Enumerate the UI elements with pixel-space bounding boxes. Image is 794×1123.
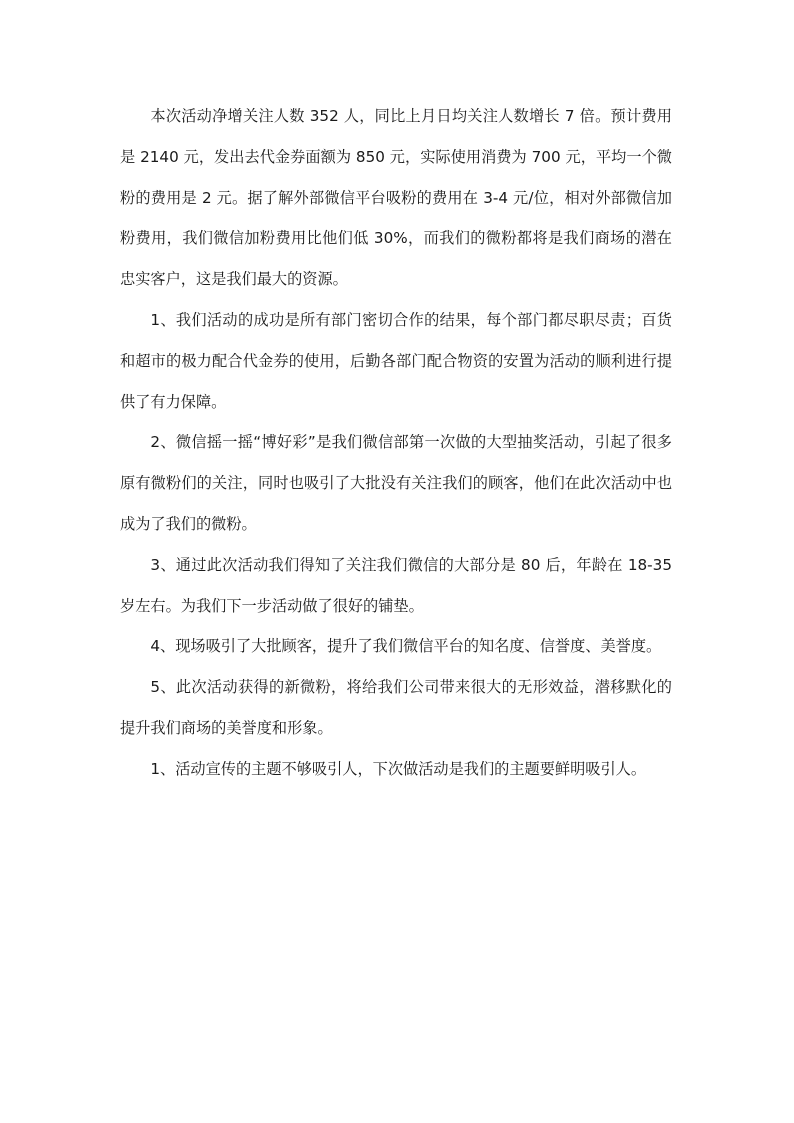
paragraph-point-2-lottery: 2、微信摇一摇“博好彩”是我们微信部第一次做的大型抽奖活动，引起了很多原有微粉们的关注，同时也吸引了大批没有关注我们的顾客，他们在此次活动中也成为了我们的微粉。	[120, 433, 672, 533]
paragraph-point-1-cooperation: 1、我们活动的成功是所有部门密切合作的结果，每个部门都尽职尽责；百货和超市的极力配合代金券的使用，后勤各部门配合物资的安置为活动的顺利进行提供了有力保障。	[120, 310, 672, 411]
document-body	[120, 96, 672, 790]
paragraph-summary: 本次活动净增关注人数 352 人，同比上月日均关注人数增长 7 倍。预计费用是 2140 元，发出去代金券面额为 850 元，实际使用消费为 700 元，平均一个微粉的费用是 2 元。据了解外部微信平台吸粉的费用在 3-4 元/位，相对外部微信加粉费用，我们微信加粉费用比他们低 30%，而我们的微粉都将是我们商场的潜在忠实客户，这是我们最大的资源。	[120, 107, 672, 289]
paragraph-issue-1-theme: 1、活动宣传的主题不够吸引人，下次做活动是我们的主题要鲜明吸引人。	[150, 759, 647, 778]
paragraph-point-5-benefit: 5、此次活动获得的新微粉，将给我们公司带来很大的无形效益，潜移默化的提升我们商场的美誉度和形象。	[120, 678, 672, 737]
paragraph-point-4-reputation: 4、现场吸引了大批顾客，提升了我们微信平台的知名度、信誉度、美誉度。	[150, 637, 662, 656]
paragraph-point-3-audience: 3、通过此次活动我们得知了关注我们微信的大部分是 80 后，年龄在 18-35 岁左右。为我们下一步活动做了很好的铺垫。	[120, 555, 672, 615]
